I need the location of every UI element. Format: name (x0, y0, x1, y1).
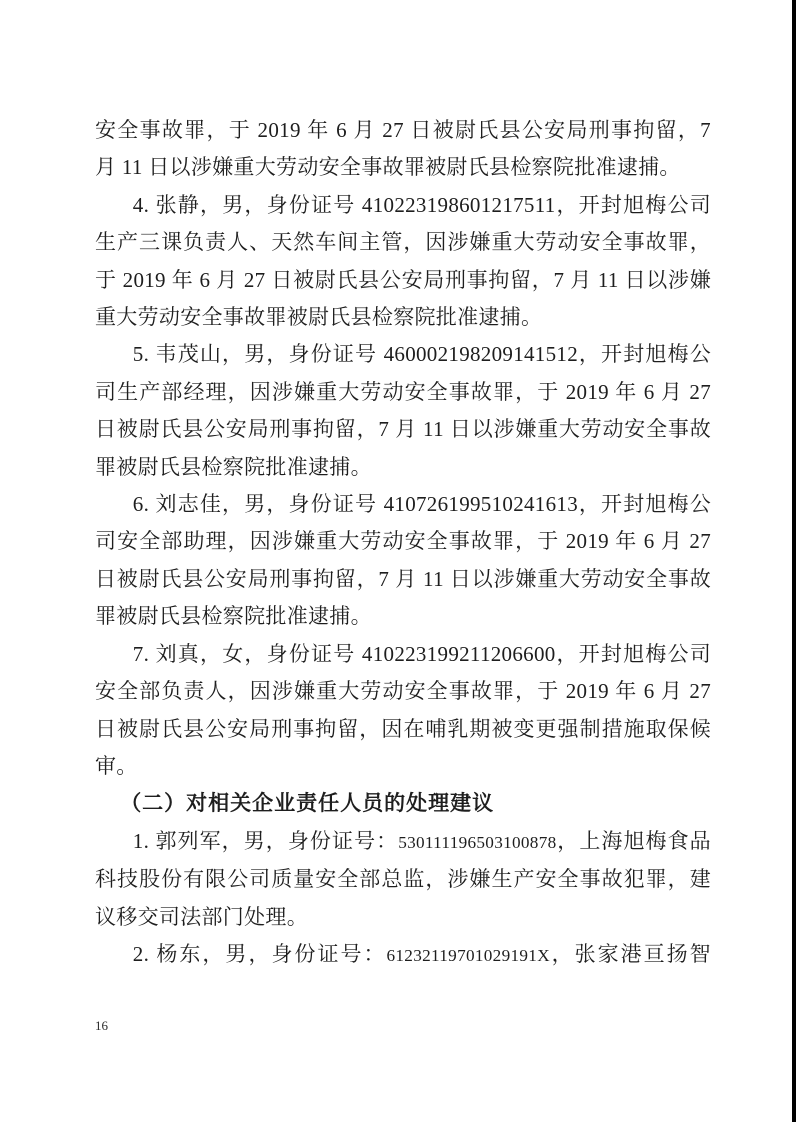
text-line: 议移交司法部门处理。 (95, 904, 308, 929)
text-line: 日被尉氏县公安局刑事拘留，7 月 11 日以涉嫌重大劳动安全事故 (95, 417, 711, 442)
text-line: 2. 杨东，男，身份证号：61232119701029191X，张家港亘扬智 (132, 941, 711, 966)
text-line: 日被尉氏县公安局刑事拘留，因在哺乳期被变更强制措施取保候 (95, 716, 711, 741)
paragraph (95, 187, 711, 337)
text-line: 安全部负责人，因涉嫌重大劳动安全事故罪，于 2019 年 6 月 27 (95, 679, 711, 704)
id-number: 530111196503100878 (398, 832, 557, 852)
paragraph (95, 486, 711, 636)
paragraph (95, 936, 711, 974)
paragraph (95, 112, 711, 187)
text-line: 7. 刘真，女，身份证号 410223199211206600，开封旭梅公司 (132, 641, 711, 666)
text-line: 月 11 日以涉嫌重大劳动安全事故罪被尉氏县检察院批准逮捕。 (95, 155, 681, 180)
text-line: 安全事故罪，于 2019 年 6 月 27 日被尉氏县公安局刑事拘留，7 (95, 118, 711, 142)
text-line: 5. 韦茂山，男，身份证号 460002198209141512，开封旭梅公 (132, 342, 711, 367)
text-line: 科技股份有限公司质量安全部总监，涉嫌生产安全事故犯罪，建 (95, 867, 711, 892)
page-number: 16 (95, 1018, 108, 1033)
text-line: 日被尉氏县公安局刑事拘留，7 月 11 日以涉嫌重大劳动安全事故 (95, 566, 711, 591)
section-heading (95, 785, 711, 822)
text-line: 1. 郭列军，男，身份证号：530111196503100878，上海旭梅食品 (132, 828, 711, 853)
text-line: 司安全部助理，因涉嫌重大劳动安全事故罪，于 2019 年 6 月 27 (95, 529, 711, 554)
text-line: 4. 张静，男，身份证号 410223198601217511，开封旭梅公司 (132, 192, 711, 217)
paragraph (95, 636, 711, 786)
text-line: 重大劳动安全事故罪被尉氏县检察院批准逮捕。 (95, 305, 543, 330)
text-line: （二）对相关企业责任人员的处理建议 (120, 791, 495, 816)
paragraph (95, 336, 711, 486)
text-line: 于 2019 年 6 月 27 日被尉氏县公安局刑事拘留，7 月 11 日以涉嫌 (95, 267, 711, 292)
text-line: 罪被尉氏县检察院批准逮捕。 (95, 604, 372, 629)
paragraph (95, 823, 711, 936)
text-line: 罪被尉氏县检察院批准逮捕。 (95, 454, 372, 479)
scan-edge-artifact (792, 0, 796, 1122)
text-line: 司生产部经理，因涉嫌重大劳动安全事故罪，于 2019 年 6 月 27 (95, 379, 711, 404)
text-line: 审。 (95, 753, 138, 778)
text-line: 生产三课负责人、天然车间主管，因涉嫌重大劳动安全事故罪， (95, 230, 711, 255)
document-body (95, 112, 711, 974)
text-line: 6. 刘志佳，男，身份证号 410726199510241613，开封旭梅公 (132, 492, 711, 517)
id-number: 61232119701029191X (386, 945, 550, 965)
